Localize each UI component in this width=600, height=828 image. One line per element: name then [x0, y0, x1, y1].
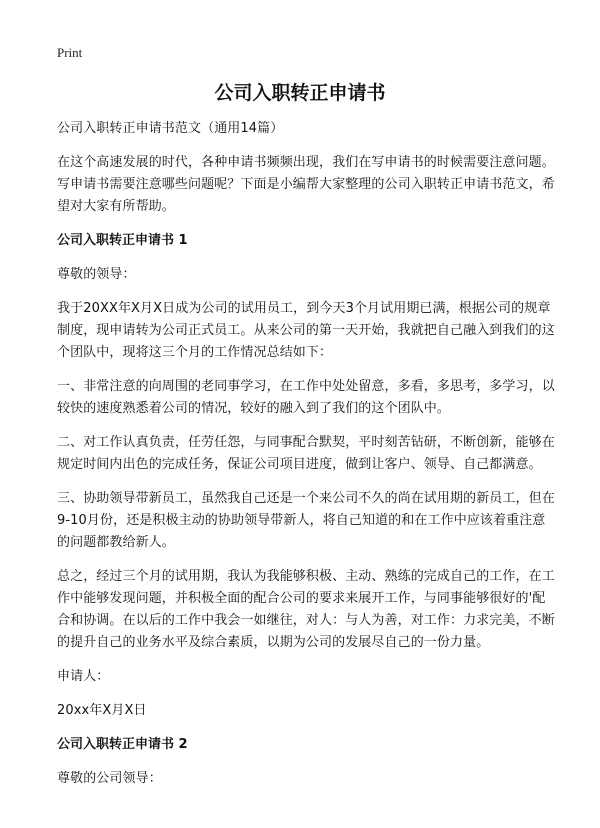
subtitle: 公司入职转正申请书范文（通用14篇） [57, 121, 284, 136]
section-1-paragraph: 总之，经过三个月的试用期，我认为我能够积极、主动、熟练的完成自己的工作，在工作中能够发现问题，并积极全面的配合公司的要求来展开工作，与同事能够很好的'配合和协调。在以后的工作中我会一如继往，对人：与人为善，对工作：力求完美，不断的提升自己的业务水平及综合素质，以期为公司的发展尽自己的一份力量。 [57, 569, 555, 650]
section-1-applicant: 申请人： [57, 669, 110, 684]
section-2-heading: 公司入职转正申请书 2 [57, 737, 188, 752]
section-1-paragraph: 三、协助领导带新员工，虽然我自己还是一个来公司不久的尚在试用期的新员工，但在9-10月份，还是积极主动的协助领导带新人，将自己知道的和在工作中应该着重注意的问题都教给新人。 [57, 491, 555, 550]
intro-paragraph: 在这个高速发展的时代，各种申请书频频出现，我们在写申请书的时候需要注意问题。写申请书需要注意哪些问题呢？下面是小编帮大家整理的公司入职转正申请书范文，希望对大家有所帮助。 [57, 155, 555, 214]
section-1-paragraph: 我于20XX年X月X日成为公司的试用员工，到今天3个月试用期已满，根据公司的规章制度，现申请转为公司正式员工。从来公司的第一天开始，我就把自己融入到我们的这个团队中，现将这三个月的工作情况总结如下： [57, 301, 555, 360]
document-title: 公司入职转正申请书 [214, 82, 386, 104]
section-1-paragraph: 二、对工作认真负责，任劳任怨，与同事配合默契，平时刻苦钻研，不断创新，能够在规定时间内出色的完成任务，保证公司项目进度，做到让客户、领导、自己都满意。 [57, 435, 555, 472]
document-body [57, 118, 557, 802]
section-1-date: 20xx年X月X日 [57, 703, 147, 718]
section-1-greeting: 尊敬的领导： [57, 267, 136, 282]
section-2-greeting: 尊敬的公司领导： [57, 771, 162, 786]
section-1-paragraph: 一、非常注意的向周围的老同事学习，在工作中处处留意，多看，多思考，多学习，以较快的速度熟悉着公司的情况，较好的融入到了我们的这个团队中。 [57, 379, 555, 416]
section-1-heading: 公司入职转正申请书 1 [57, 233, 188, 248]
print-link[interactable]: Print [57, 45, 83, 60]
